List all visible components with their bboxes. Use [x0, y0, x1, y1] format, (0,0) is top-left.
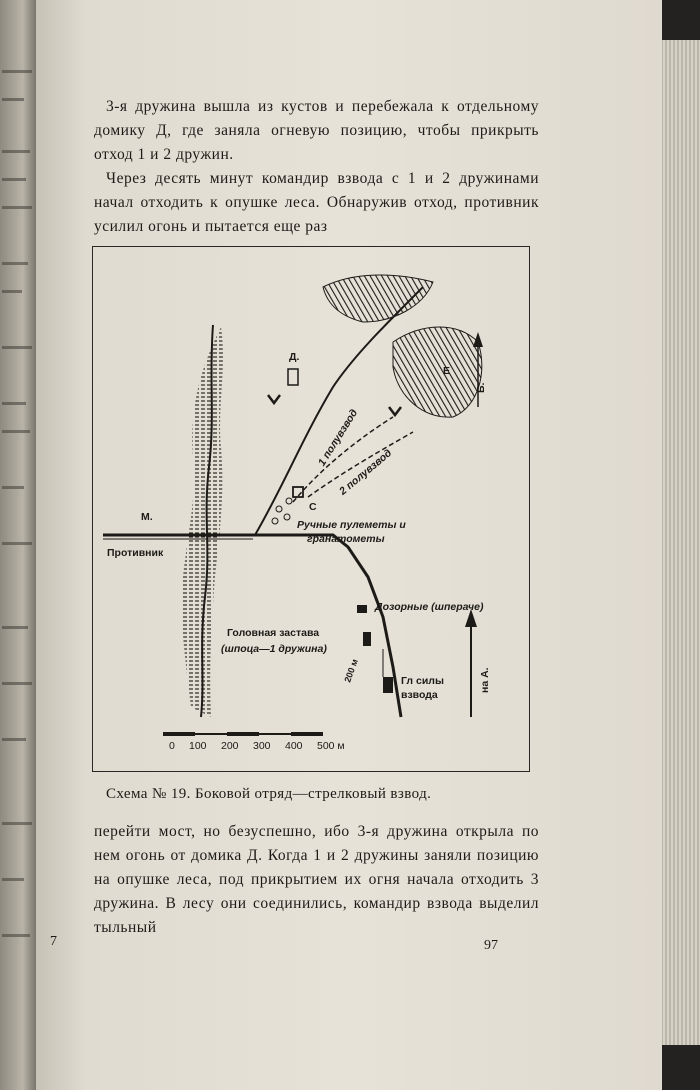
scale-tick: 0	[169, 740, 175, 752]
forest-e	[393, 327, 482, 417]
paragraph-top: 3-я дружина вышла из кустов и перебежала к отдельному домику Д, где заняла огневую позицию, чтобы прикрыть отход 1 и 2 дружин.	[94, 98, 539, 163]
map-label-head: Головная застава	[227, 627, 320, 639]
figure-caption: Схема № 19. Боковой отряд—стрелковый взвод.	[106, 786, 432, 802]
map-label-mg: Ручные пулеметы и	[297, 519, 406, 531]
scale-tick: 400	[285, 740, 303, 752]
map-label-e: Е	[443, 365, 451, 377]
map-label-main2: взвода	[401, 689, 438, 701]
paragraph-bottom: перейти мост, но безуспешно, ибо 3-я дружина открыла по нем огонь от домика Д. Когда 1 и 2 дружины заняли позицию на опушке леса, под прикрытием их огня начала отходить 3 дружина. В лесу они соединились, командир взвода выделил тыльный	[94, 823, 539, 936]
scale-tick: 300	[253, 740, 271, 752]
main-forces-icon	[383, 677, 393, 693]
squad-3-icon	[268, 395, 280, 403]
map-label-m: М.	[141, 511, 153, 523]
forest-b	[323, 275, 433, 322]
map-label-half2: 2 полувзвод	[337, 447, 395, 498]
map-label-200: 200 м	[342, 657, 360, 684]
scale-tick: 500 м	[317, 740, 345, 752]
patrol-icon	[357, 605, 367, 613]
head-guard-icon	[363, 632, 371, 646]
map-label-d: Д.	[289, 351, 300, 363]
map-label-enemy: Противник	[107, 547, 164, 559]
scale-tick: 100	[189, 740, 207, 752]
map-label-mg2: гранатометы	[307, 533, 385, 545]
left-page-edge	[0, 0, 38, 1090]
road-main	[103, 535, 401, 717]
page-number: 97	[484, 938, 498, 953]
house-d-icon	[288, 369, 298, 385]
tactical-map	[92, 246, 530, 772]
map-label-c: С	[309, 501, 317, 513]
scale-tick: 200	[221, 740, 239, 752]
signature-mark: 7	[50, 934, 57, 949]
map-label-north: на А.	[479, 667, 491, 693]
map-label-patrol: Дозорные (шпераче)	[375, 601, 484, 613]
book-page	[36, 0, 662, 1090]
map-label-main: Гл силы	[401, 675, 444, 687]
paragraph-middle: Через десять минут командир взвода с 1 и 2 дружинами начал отходить к опушке леса. Обнаружив отход, противник усилил огонь и пытается еще раз	[94, 170, 539, 235]
map-label-b: Б.	[475, 382, 487, 393]
map-label-head2: (шпоца—1 дружина)	[221, 643, 327, 655]
map-label-half1: 1 полувзвод	[315, 407, 361, 469]
